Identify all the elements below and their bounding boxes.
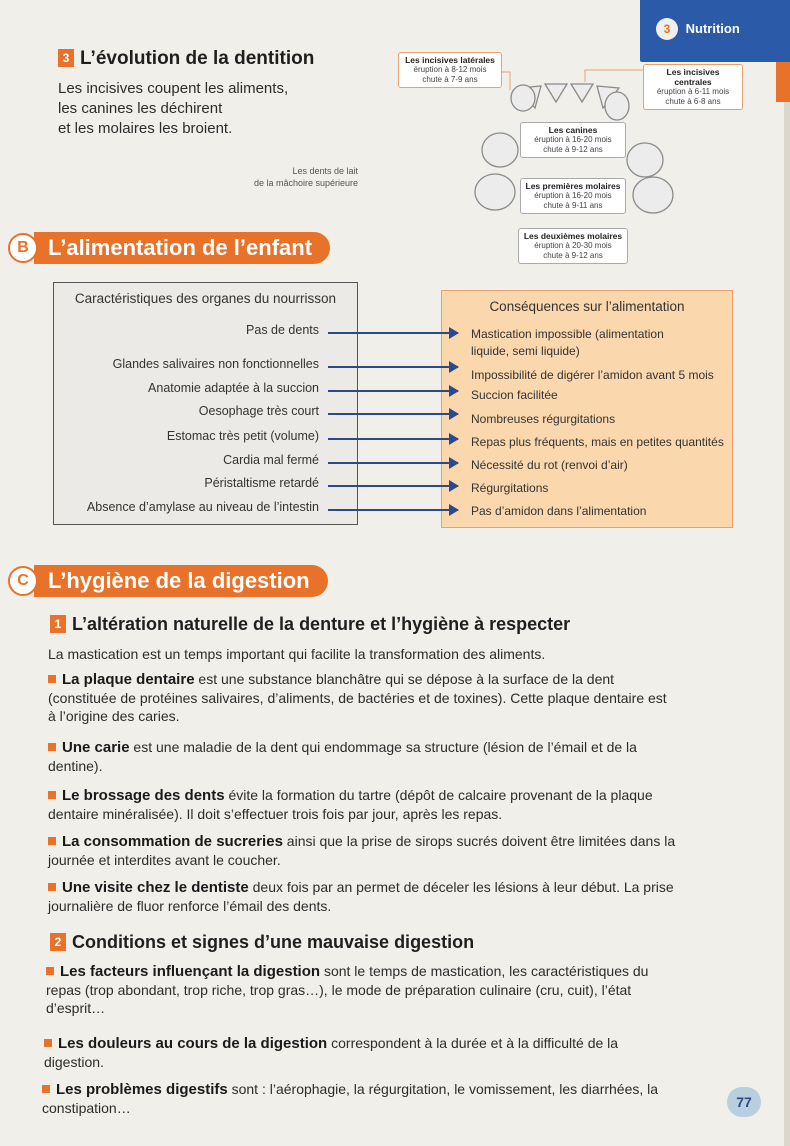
tooth-label-central-incisors <box>643 64 743 110</box>
organ-row: Cardia mal fermé <box>223 453 319 467</box>
item-text: ainsi que la prise de sirops sucrés doivent être limitées dans la journée et interdites avant le coucher. <box>48 833 676 868</box>
organ-row: Péristaltisme retardé <box>204 476 319 490</box>
paragraph-item <box>48 738 678 775</box>
tooth-icon <box>571 84 593 102</box>
tooth-label-first-molars <box>520 178 626 214</box>
arrow-icon <box>328 390 458 392</box>
paragraph-item <box>48 786 678 823</box>
section-letter: B <box>8 233 38 263</box>
tooth-label-lateral-incisors <box>398 52 502 88</box>
tooth-label-second-molars <box>518 228 628 264</box>
bullet-icon <box>48 675 56 683</box>
bullet-icon <box>48 837 56 845</box>
item-term: Les facteurs influençant la digestion <box>60 963 321 980</box>
subsection-title: L’altération naturelle de la denture et l’hygiène à respecter <box>72 614 571 634</box>
consequence-row: Nécessité du rot (renvoi d’air) <box>471 458 628 472</box>
subsection-1-intro: La mastication est un temps important qui facilite la transformation des aliments. <box>48 646 546 662</box>
arrow-icon <box>328 413 458 415</box>
caption-line: Les dents de lait <box>292 166 358 176</box>
page-edge <box>784 102 790 1146</box>
subsection-number: 3 <box>58 49 74 67</box>
arrow-icon <box>328 485 458 487</box>
paragraph-item <box>42 1080 682 1117</box>
subsection-number: 1 <box>50 615 66 633</box>
diagram-caption <box>200 165 358 189</box>
tooth-fall: chute à 9-12 ans <box>543 251 603 260</box>
tooth-eruption: éruption à 16-20 mois <box>534 135 612 144</box>
subsection-1-heading <box>50 614 750 635</box>
bullet-icon <box>42 1085 50 1093</box>
item-text: sont le temps de mastication, les caractéristiques du repas (trop abondant, trop riche, trop gras…), le mode de préparation culinaire (cru, cuit), l’état d’esprit… <box>46 963 649 1016</box>
consequence-row: Succion facilitée <box>471 388 558 402</box>
tooth-icon <box>482 133 518 167</box>
item-text: est une substance blanchâtre qui se dépose à la surface de la dent (constituée de protéines salivaires, d’aliments, de bactéries et de toxines). Cette plaque dentaire est à l’origine des caries. <box>48 671 667 724</box>
box-title: Caractéristiques des organes du nourrisson <box>74 291 337 306</box>
arrow-icon <box>328 366 458 368</box>
item-text: évite la formation du tartre (dépôt de calcaire provenant de la plaque dentaire minéralisée). Il doit s’effectuer trois fois par jour, après les repas. <box>48 787 653 822</box>
paragraph-item <box>48 878 678 915</box>
page-number: 77 <box>727 1087 761 1117</box>
intro-line: les canines les déchirent <box>58 100 223 117</box>
infant-organs-box <box>53 282 358 525</box>
tooth-name: Les incisives latérales <box>405 55 495 65</box>
subsection-title: L’évolution de la dentition <box>80 48 315 69</box>
tooth-icon <box>627 143 663 177</box>
tooth-eruption: éruption à 16-20 mois <box>534 191 612 200</box>
organ-row: Anatomie adaptée à la succion <box>148 381 319 395</box>
intro-line: et les molaires les broient. <box>58 120 233 137</box>
tooth-eruption: éruption à 8-12 mois <box>413 65 487 74</box>
item-term: Les problèmes digestifs <box>56 1081 228 1098</box>
organ-row: Absence d’amylase au niveau de l’intestin <box>86 500 319 514</box>
paragraph-item <box>46 962 676 1017</box>
consequence-row <box>471 326 664 360</box>
consequence-line: liquide, semi liquide) <box>471 344 580 358</box>
arrow-icon <box>328 332 458 334</box>
tooth-name: Les premières molaires <box>525 181 621 191</box>
item-text: sont : l’aérophagie, la régurgitation, le vomissement, les diarrhées, la constipation… <box>42 1081 659 1116</box>
item-text: est une maladie de la dent qui endommage sa structure (lésion de l’émail et de la dentine). <box>48 739 637 774</box>
section-a3-heading <box>58 48 358 70</box>
tooth-fall: chute à 9-12 ans <box>543 145 603 154</box>
organ-row: Oesophage très court <box>198 404 319 418</box>
section-c-heading <box>8 565 328 597</box>
arrow-icon <box>328 509 458 511</box>
bullet-icon <box>44 1039 52 1047</box>
tooth-icon <box>545 84 567 102</box>
consequences-box <box>441 290 733 528</box>
bullet-icon <box>48 791 56 799</box>
bullet-icon <box>48 743 56 751</box>
caption-line: de la mâchoire supérieure <box>253 178 358 188</box>
tooth-label-canines <box>520 122 626 158</box>
item-term: Une visite chez le dentiste <box>62 879 249 896</box>
paragraph-item <box>44 1034 674 1071</box>
item-term: La consommation de sucreries <box>62 833 283 850</box>
subsection-number: 2 <box>50 933 66 951</box>
bullet-icon <box>48 883 56 891</box>
tooth-fall: chute à 6-8 ans <box>665 97 721 106</box>
box-title: Conséquences sur l’alimentation <box>489 299 685 314</box>
intro-line: Les incisives coupent les aliments, <box>58 80 289 97</box>
chapter-number: 3 <box>656 18 678 40</box>
paragraph-item <box>48 670 678 725</box>
tooth-icon <box>511 85 535 111</box>
consequence-row: Repas plus fréquents, mais en petites quantités <box>471 435 724 449</box>
section-b-heading <box>8 232 330 264</box>
subsection-title: Conditions et signes d’une mauvaise digestion <box>72 932 475 952</box>
side-accent <box>776 62 790 102</box>
item-text: correspondent à la durée et à la difficulté de la digestion. <box>44 1035 619 1070</box>
tooth-icon <box>475 174 515 210</box>
consequence-line: Mastication impossible (alimentation <box>471 327 664 341</box>
item-term: Une carie <box>62 739 130 756</box>
consequence-row: Régurgitations <box>471 481 549 495</box>
arrow-icon <box>328 438 458 440</box>
bullet-icon <box>46 967 54 975</box>
item-text: deux fois par an permet de déceler les lésions à leur début. La prise journalière de fluor renforce l’émail des dents. <box>48 879 674 914</box>
tooth-fall: chute à 7-9 ans <box>422 75 478 84</box>
tooth-icon <box>605 92 629 120</box>
tooth-name: Les deuxièmes molaires <box>523 231 623 241</box>
section-title: L’alimentation de l’enfant <box>34 232 330 264</box>
arrow-icon <box>328 462 458 464</box>
paragraph-item <box>48 832 678 869</box>
section-a3-intro <box>58 79 348 139</box>
tooth-icon <box>633 177 673 213</box>
subsection-2-heading <box>50 932 750 953</box>
organ-row: Glandes salivaires non fonctionnelles <box>112 357 319 371</box>
tooth-eruption: éruption à 20-30 mois <box>534 241 612 250</box>
consequence-row: Pas d’amidon dans l’alimentation <box>471 504 647 518</box>
tooth-name: Les incisives centrales <box>666 67 720 87</box>
tooth-eruption: éruption à 6-11 mois <box>656 87 730 96</box>
consequence-row: Impossibilité de digérer l’amidon avant 5 mois <box>471 368 714 382</box>
item-term: Le brossage des dents <box>62 787 225 804</box>
section-title: L’hygiène de la digestion <box>34 565 328 597</box>
organ-row: Estomac très petit (volume) <box>166 429 319 443</box>
item-term: La plaque dentaire <box>62 671 195 688</box>
chapter-title: Nutrition <box>685 21 740 36</box>
section-letter: C <box>8 566 38 596</box>
tooth-name: Les canines <box>548 125 598 135</box>
item-term: Les douleurs au cours de la digestion <box>58 1035 328 1052</box>
consequence-row: Nombreuses régurgitations <box>471 412 616 426</box>
organ-row: Pas de dents <box>246 323 319 337</box>
tooth-fall: chute à 9-11 ans <box>543 201 603 210</box>
